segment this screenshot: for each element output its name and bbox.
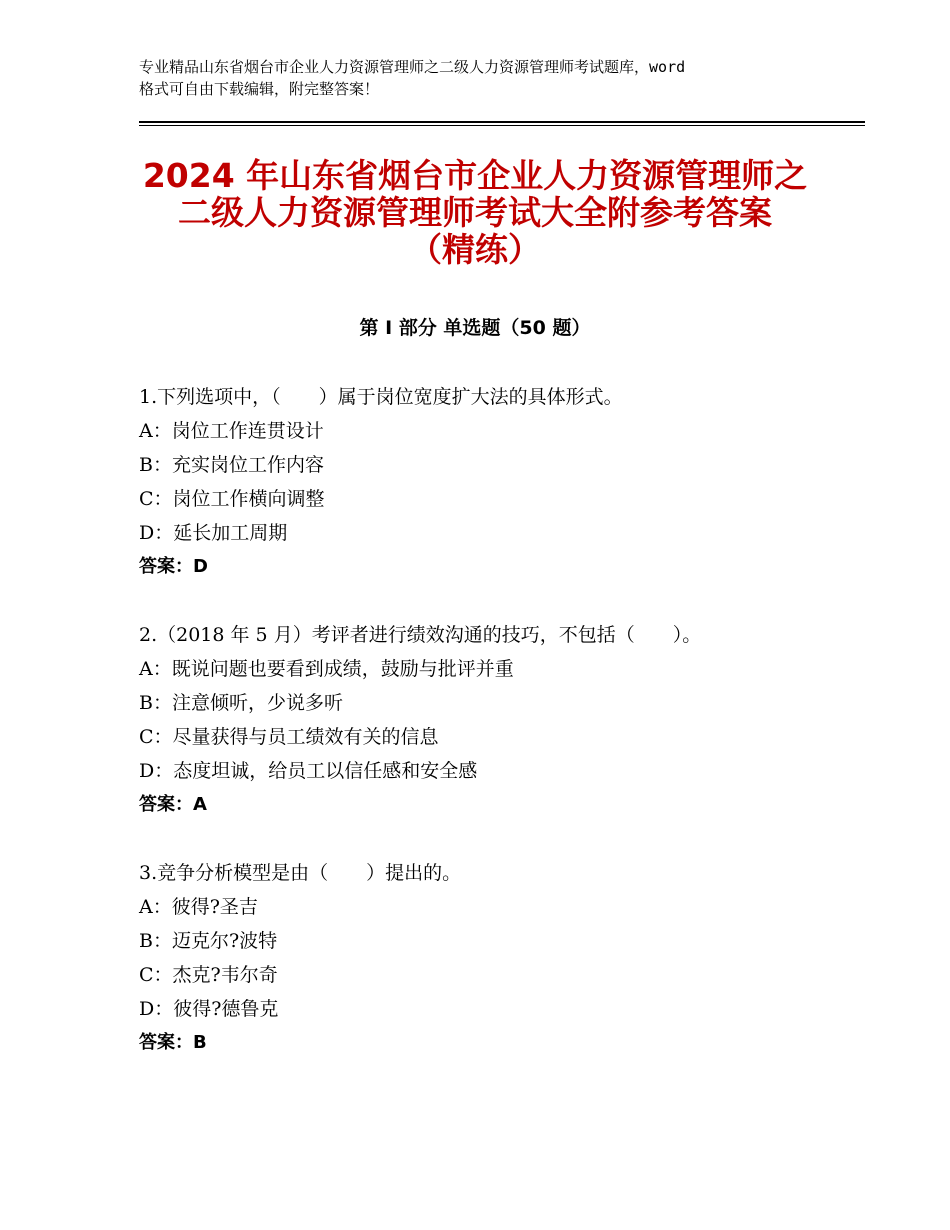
answer: 答案：B — [139, 1032, 207, 1053]
question-stem: 3.竞争分析模型是由（ ）提出的。 — [139, 862, 462, 884]
option-a: A：岗位工作连贯设计 — [139, 420, 324, 442]
document-title — [90, 157, 860, 268]
question-1 — [139, 380, 859, 584]
option-c: C：杰克?韦尔奇 — [139, 964, 278, 986]
option-a: A：彼得?圣吉 — [139, 896, 258, 918]
question-2 — [139, 618, 859, 822]
question-stem: 2.（2018 年 5 月）考评者进行绩效沟通的技巧，不包括（ ）。 — [139, 624, 702, 646]
header-divider-thin — [139, 125, 865, 126]
question-3 — [139, 856, 859, 1060]
answer: 答案：D — [139, 556, 208, 577]
header-note-line-2: 格式可自由下载编辑，附完整答案！ — [139, 80, 380, 98]
document-title-line-3: （精练） — [409, 230, 541, 269]
document-title-line-1: 2024 年山东省烟台市企业人力资源管理师之 — [142, 156, 808, 195]
option-c: C：岗位工作横向调整 — [139, 488, 325, 510]
option-b: B：迈克尔?波特 — [139, 930, 278, 952]
document-title-line-2: 二级人力资源管理师考试大全附参考答案 — [178, 193, 772, 232]
option-c: C：尽量获得与员工绩效有关的信息 — [139, 726, 439, 748]
option-d: D：延长加工周期 — [139, 522, 288, 544]
section-title: 第 I 部分 单选题（50 题） — [359, 317, 591, 339]
option-a: A：既说问题也要看到成绩，鼓励与批评并重 — [139, 658, 514, 680]
question-stem: 1.下列选项中，（ ）属于岗位宽度扩大法的具体形式。 — [139, 386, 623, 408]
header-divider-thick — [139, 121, 865, 123]
option-d: D：彼得?德鲁克 — [139, 998, 279, 1020]
option-b: B：注意倾听，少说多听 — [139, 692, 343, 714]
option-d: D：态度坦诚，给员工以信任感和安全感 — [139, 760, 478, 782]
question-list — [139, 380, 859, 1094]
option-b: B：充实岗位工作内容 — [139, 454, 324, 476]
header-note — [139, 56, 829, 100]
answer: 答案：A — [139, 794, 207, 815]
header-note-line-1: 专业精品山东省烟台市企业人力资源管理师之二级人力资源管理师考试题库，word — [139, 58, 686, 76]
